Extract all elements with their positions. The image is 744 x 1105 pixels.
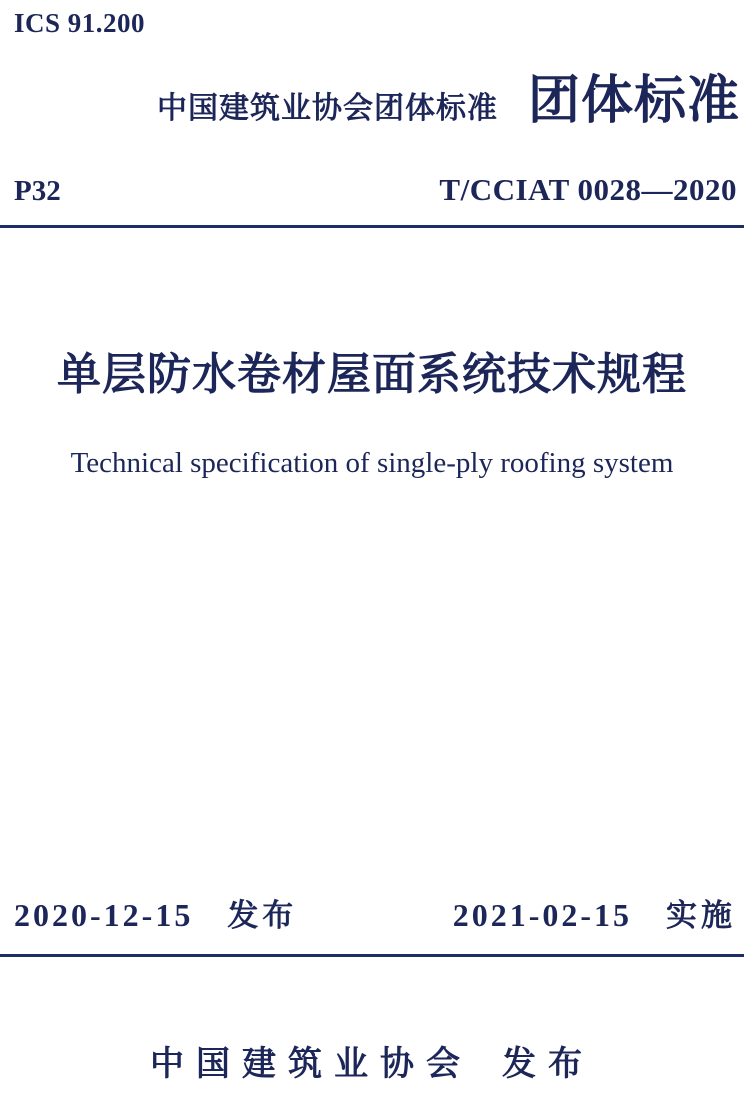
publisher-name: 中国建筑业协会 (150, 1045, 472, 1083)
standard-type-header (157, 58, 740, 133)
codes-row (14, 172, 737, 208)
ics-code: ICS 91.200 (14, 8, 146, 38)
association-standard-label: 中国建筑业协会团体标准 (156, 92, 498, 125)
classification-code: P32 (14, 175, 61, 207)
bottom-divider (0, 954, 744, 957)
issue-date-group (14, 890, 297, 935)
standard-number: T/CCIAT 0028—2020 (439, 172, 737, 207)
implementation-label: 实施 (666, 898, 736, 933)
implementation-date-group (453, 890, 736, 935)
issue-date: 2020-12-15 (14, 897, 194, 933)
title-english: Technical specification of single-ply roofing system (70, 447, 674, 479)
standard-type-label: 团体标准 (527, 72, 740, 130)
implementation-date: 2021-02-15 (452, 897, 632, 933)
title-chinese: 单层防水卷材屋面系统技术规程 (57, 350, 687, 399)
dates-row (14, 890, 736, 935)
publisher-line (0, 1036, 744, 1085)
top-divider (0, 225, 744, 228)
publish-label: 发布 (502, 1045, 594, 1083)
issue-label: 发布 (227, 898, 298, 933)
